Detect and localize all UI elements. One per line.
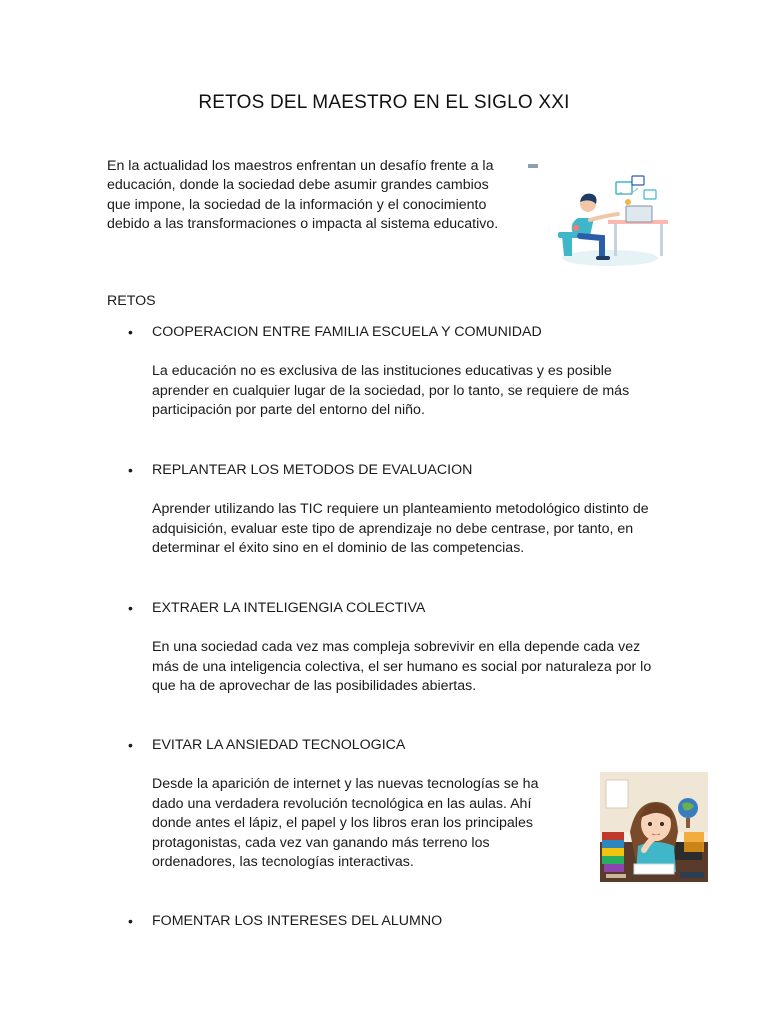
list-item-heading (128, 461, 668, 480)
list-item (128, 461, 668, 559)
list-item-description: En una sociedad cada vez mas compleja sobrevivir en ella depende cada vez más de una inteligencia colectiva, el ser humano es social por naturaleza por lo que ha de aprovechar de las posibilidades abiertas. (152, 639, 652, 694)
bullet-icon: • (128, 737, 133, 753)
page-title: RETOS DEL MAESTRO EN EL SIGLO XXI (198, 92, 570, 113)
list-item-heading (128, 323, 668, 342)
teacher-computer-illustration (528, 158, 670, 270)
list-item (128, 736, 668, 873)
list-item-heading-text: FOMENTAR LOS INTERESES DEL ALUMNO (152, 913, 443, 929)
list-item-heading (128, 736, 668, 755)
list-item-heading-text: EVITAR LA ANSIEDAD TECNOLOGICA (152, 737, 406, 753)
list-item-heading-text: REPLANTEAR LOS METODOS DE EVALUACION (152, 462, 473, 478)
list-item (128, 912, 668, 931)
bullet-icon: • (128, 462, 133, 478)
list-item-heading (128, 912, 668, 931)
girl-with-books-illustration (600, 772, 708, 882)
list-item-description: La educación no es exclusiva de las instituciones educativas y es posible aprender en cualquier lugar de la sociedad, por lo tanto, se requiere de más participación por parte del entorno del niño. (152, 363, 630, 418)
list-item-description: Aprender utilizando las TIC requiere un planteamiento metodológico distinto de adquisición, evaluar este tipo de aprendizaje no debe centrase, por tanto, en determinar el éxito sino en el dominio de las competencias. (152, 501, 649, 556)
list-item (128, 599, 668, 697)
list-item-heading-text: EXTRAER LA INTELIGENGIA COLECTIVA (152, 600, 426, 616)
intro-paragraph: En la actualidad los maestros enfrentan un desafío frente a la educación, donde la sociedad debe asumir grandes cambios que impone, la sociedad de la información y el conocimiento debido a las transformaciones o impacta al sistema educativo. (107, 158, 499, 233)
bullet-icon: • (128, 600, 133, 616)
list-item (128, 323, 668, 421)
bullet-icon: • (128, 913, 133, 929)
list-item-heading (128, 599, 668, 618)
small-icon (528, 164, 538, 168)
retos-label: RETOS (107, 293, 156, 309)
bullet-icon: • (128, 324, 133, 340)
list-item-description: Desde la aparición de internet y las nuevas tecnologías se ha dado una verdadera revolución tecnológica en las aulas. Ahí donde antes el lápiz, el papel y los libros eran los principales protagonistas, cada vez van ganando más terreno los ordenadores, las tecnologías interactivas. (152, 776, 539, 870)
list-item-heading-text: COOPERACION ENTRE FAMILIA ESCUELA Y COMUNIDAD (152, 324, 542, 340)
